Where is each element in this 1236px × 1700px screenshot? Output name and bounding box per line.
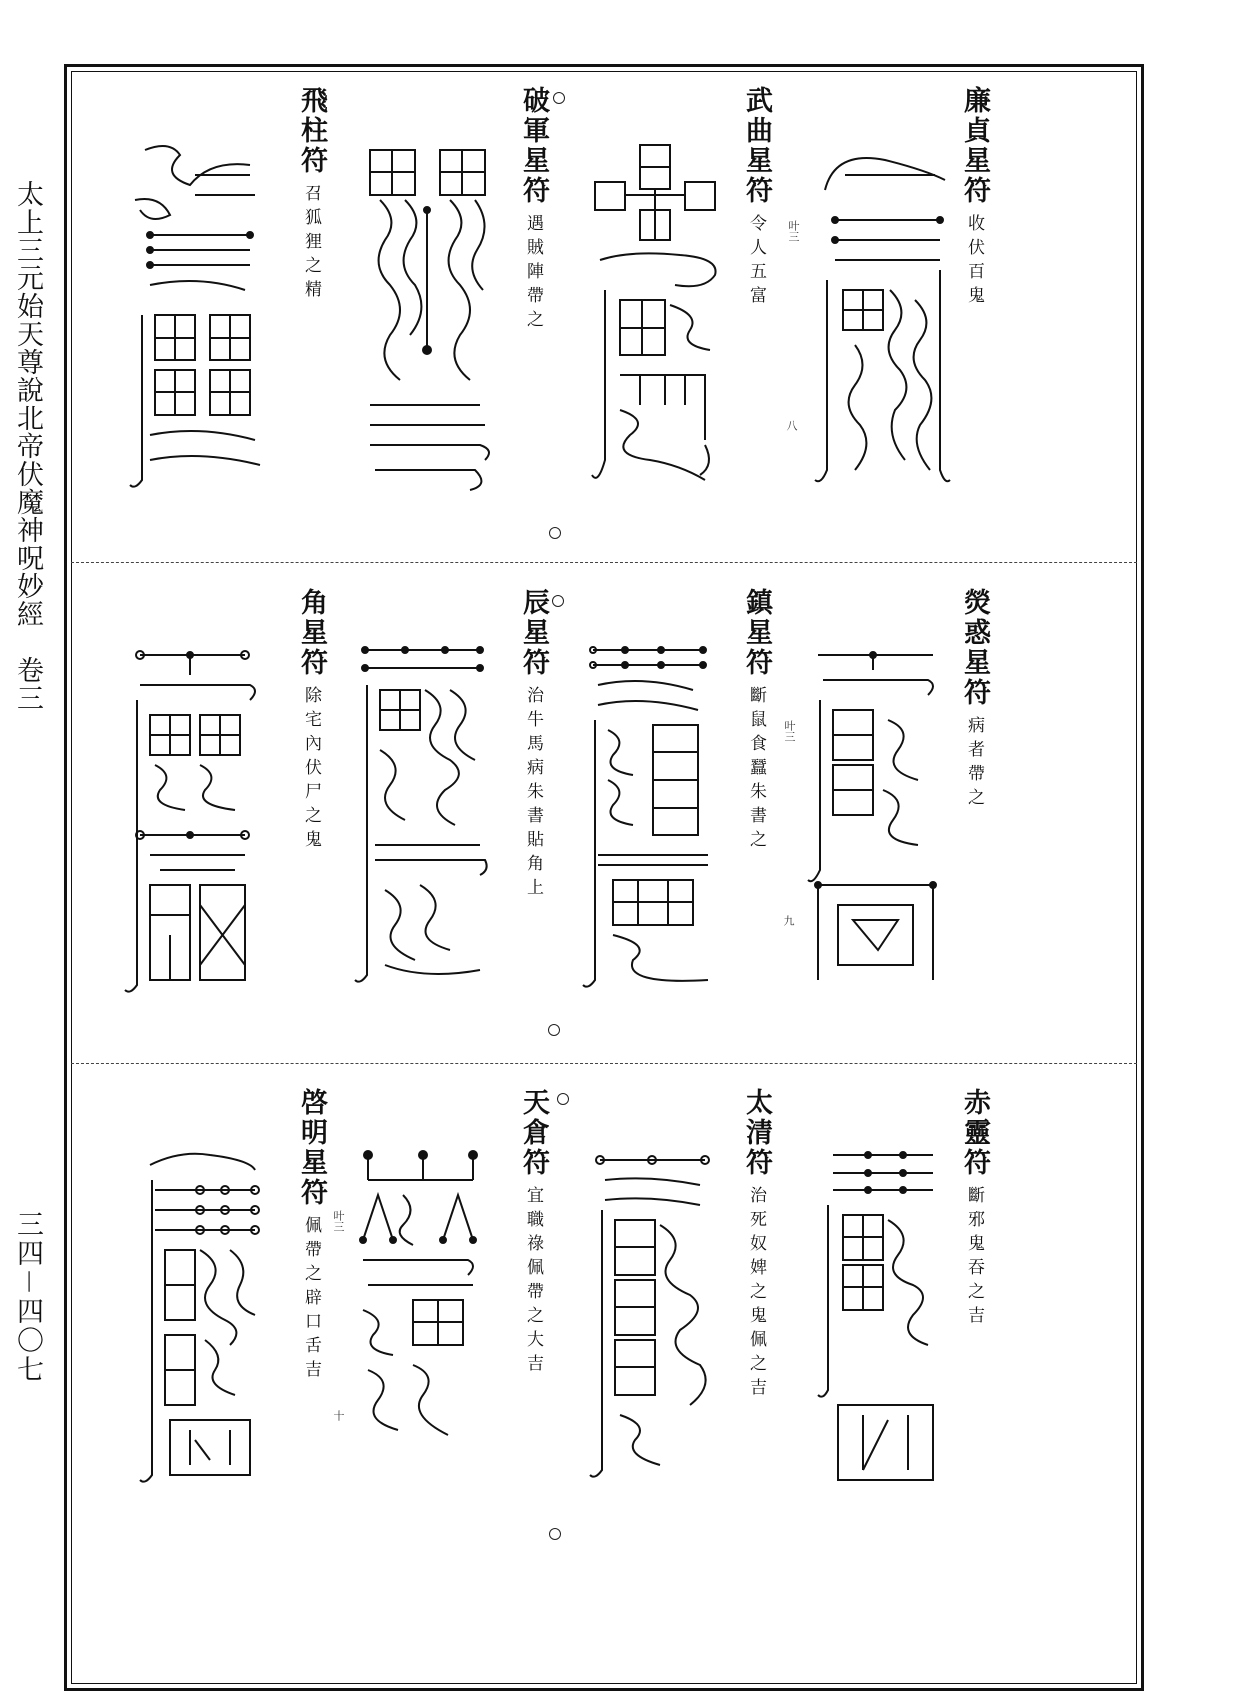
talisman-label bbox=[960, 588, 988, 812]
annotation: 叶三 bbox=[332, 1210, 345, 1232]
talisman-desc: 收伏百鬼 bbox=[964, 214, 984, 310]
talisman-title: 破軍星符 bbox=[518, 86, 549, 206]
talisman-label bbox=[519, 86, 547, 334]
circle-mark-icon bbox=[548, 1024, 560, 1036]
talisman-glyph bbox=[815, 150, 950, 490]
talisman-title: 角星符 bbox=[296, 588, 327, 678]
circle-mark-icon bbox=[552, 595, 564, 607]
talisman-glyph bbox=[355, 140, 495, 495]
talisman-title: 廉貞星符 bbox=[959, 86, 990, 206]
talisman-desc: 治死奴婢之鬼佩之吉 bbox=[746, 1186, 766, 1402]
annotation: 叶三 bbox=[783, 720, 796, 742]
talisman-title: 熒惑星符 bbox=[959, 588, 990, 708]
talisman-title: 辰星符 bbox=[518, 588, 549, 678]
talisman-label bbox=[742, 86, 770, 310]
talisman-glyph bbox=[590, 1150, 715, 1480]
page-number: 三四－四〇七 bbox=[12, 1210, 43, 1384]
talisman-desc: 遇賊陣帶之 bbox=[523, 214, 543, 334]
talisman-title: 鎮星符 bbox=[741, 588, 772, 678]
talisman-label bbox=[297, 86, 325, 304]
talisman-label bbox=[297, 1088, 325, 1384]
circle-mark-icon bbox=[557, 1093, 569, 1105]
talisman-title: 飛柱符 bbox=[296, 86, 327, 176]
talisman-glyph bbox=[808, 640, 943, 985]
annotation: 十 bbox=[332, 1410, 345, 1421]
talisman-desc: 佩帶之辟口舌吉 bbox=[301, 1216, 321, 1384]
talisman-label bbox=[297, 588, 325, 854]
annotation: 八 bbox=[785, 420, 798, 431]
talisman-label bbox=[960, 86, 988, 310]
row-divider-1 bbox=[71, 562, 1137, 563]
annotation: 九 bbox=[782, 915, 795, 926]
talisman-glyph bbox=[348, 1150, 488, 1455]
talisman-glyph bbox=[583, 640, 718, 995]
talisman-desc: 病者帶之 bbox=[964, 716, 984, 812]
talisman-label bbox=[960, 1088, 988, 1330]
talisman-label bbox=[519, 1088, 547, 1378]
talisman-glyph bbox=[125, 645, 265, 1000]
talisman-title: 天倉符 bbox=[518, 1088, 549, 1178]
book-title: 太上三元始天尊說北帝伏魔神呪妙經 卷三 bbox=[12, 180, 43, 712]
talisman-glyph bbox=[590, 140, 725, 495]
annotation: 叶三 bbox=[787, 220, 800, 242]
circle-mark-icon bbox=[553, 92, 565, 104]
talisman-glyph bbox=[818, 1145, 943, 1490]
talisman-glyph bbox=[355, 640, 495, 990]
talisman-desc: 除宅內伏尸之鬼 bbox=[301, 686, 321, 854]
circle-mark-icon bbox=[549, 527, 561, 539]
talisman-title: 太清符 bbox=[741, 1088, 772, 1178]
talisman-title: 赤靈符 bbox=[959, 1088, 990, 1178]
talisman-desc: 召狐狸之精 bbox=[301, 184, 321, 304]
talisman-title: 武曲星符 bbox=[741, 86, 772, 206]
row-divider-2 bbox=[71, 1063, 1137, 1064]
talisman-title: 啓明星符 bbox=[296, 1088, 327, 1208]
talisman-desc: 治牛馬病朱書貼角上 bbox=[523, 686, 543, 902]
talisman-glyph bbox=[130, 140, 265, 495]
talisman-desc: 斷邪鬼吞之吉 bbox=[964, 1186, 984, 1330]
talisman-desc: 令人五富 bbox=[746, 214, 766, 310]
talisman-label bbox=[742, 588, 770, 854]
talisman-glyph bbox=[140, 1140, 270, 1490]
talisman-desc: 宜職祿佩帶之大吉 bbox=[523, 1186, 543, 1378]
talisman-label bbox=[519, 588, 547, 902]
circle-mark-icon bbox=[549, 1528, 561, 1540]
talisman-desc: 斷鼠食蠶朱書之 bbox=[746, 686, 766, 854]
talisman-label bbox=[742, 1088, 770, 1402]
